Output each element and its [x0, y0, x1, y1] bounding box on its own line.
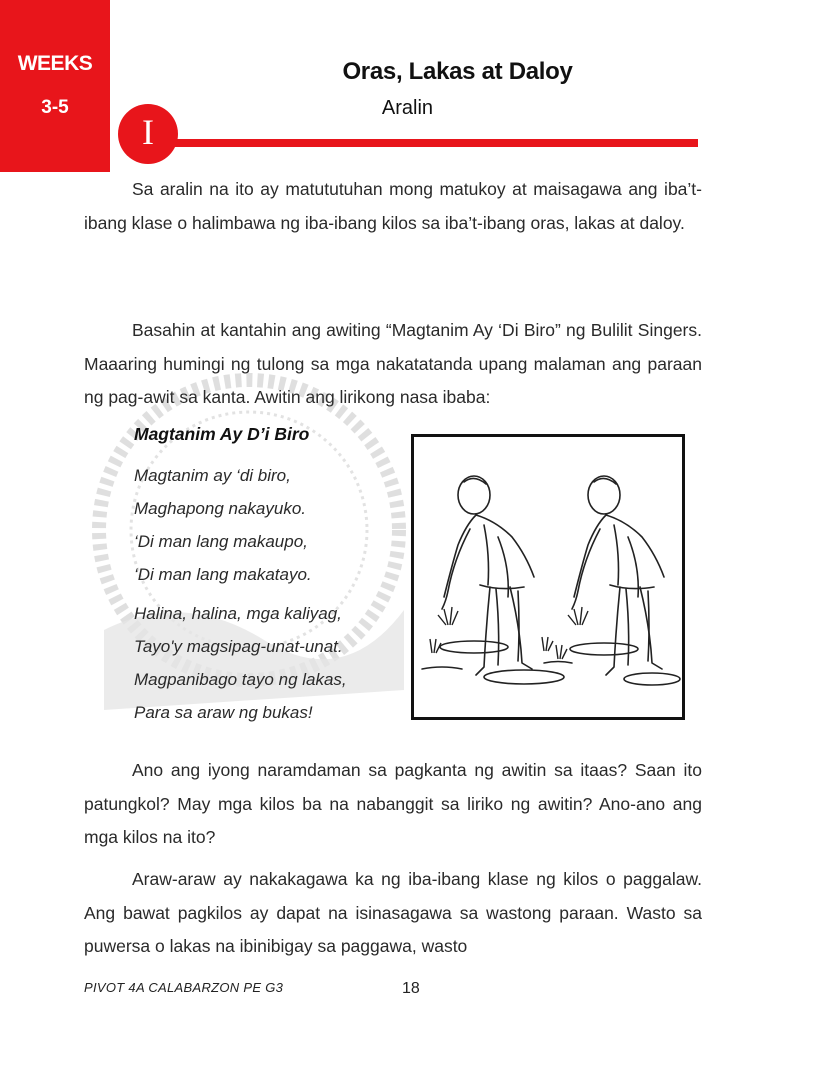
page-number: 18 — [402, 980, 420, 997]
song-lyrics — [134, 424, 424, 729]
section-badge: I — [118, 104, 178, 164]
lyric-line: Magpanibago tayo ng lakas, — [134, 670, 347, 689]
lyric-line: ‘Di man lang makatayo. — [134, 565, 312, 584]
farmers-drawing — [414, 437, 682, 717]
lyric-line: Para sa araw ng bukas! — [134, 703, 313, 722]
instructions-paragraph: Basahin at kantahin ang awiting “Magtanim Ay ‘Di Biro” ng Bulilit Singers. Maaaring humingi ng tulong sa mga nakatatanda upang malaman ang paraan ng pag-awit sa kanta. Awitin ang lirikong nasa ibaba: — [84, 320, 702, 407]
questions-paragraph: Ano ang iyong naramdaman sa pagkanta ng awitin sa itaas? Saan ito patungkol? May mga kilos ba na nabanggit sa liriko ng awitin? Ano-ano ang mga kilos na ito? — [84, 760, 702, 847]
lyric-line: Tayo'y magsipag-unat-unat. — [134, 637, 343, 656]
lyric-line: Maghapong nakayuko. — [134, 499, 307, 518]
weeks-range: 3-5 — [41, 97, 69, 118]
page-subtitle: Aralin — [381, 97, 434, 119]
title-divider — [172, 139, 698, 147]
weeks-banner — [0, 0, 110, 172]
footer-source: PIVOT 4A CALABARZON PE G3 — [84, 980, 284, 995]
page-title: Oras, Lakas at Daloy — [342, 58, 573, 85]
intro-paragraph: Sa aralin na ito ay matututuhan mong matukoy at maisagawa ang iba’t-ibang klase o halimbawa ng iba-ibang kilos sa iba’t-ibang oras, lakas at daloy. — [84, 179, 702, 233]
lyric-line: Halina, halina, mga kaliyag, — [134, 604, 342, 623]
song-title: Magtanim Ay D’i Biro — [134, 424, 310, 444]
lyric-line: Magtanim ay ‘di biro, — [134, 466, 291, 485]
closing-paragraph: Araw-araw ay nakakagawa ka ng iba-ibang klase ng kilos o paggalaw. Ang bawat pagkilos ay dapat na isinasagawa sa wastong paraan. Wasto sa puwersa o lakas na ibinibigay sa paggawa, wasto — [84, 869, 702, 956]
lyric-line: ‘Di man lang makaupo, — [134, 532, 308, 551]
rice-planting-illustration — [411, 434, 685, 720]
weeks-label: WEEKS — [17, 52, 93, 75]
